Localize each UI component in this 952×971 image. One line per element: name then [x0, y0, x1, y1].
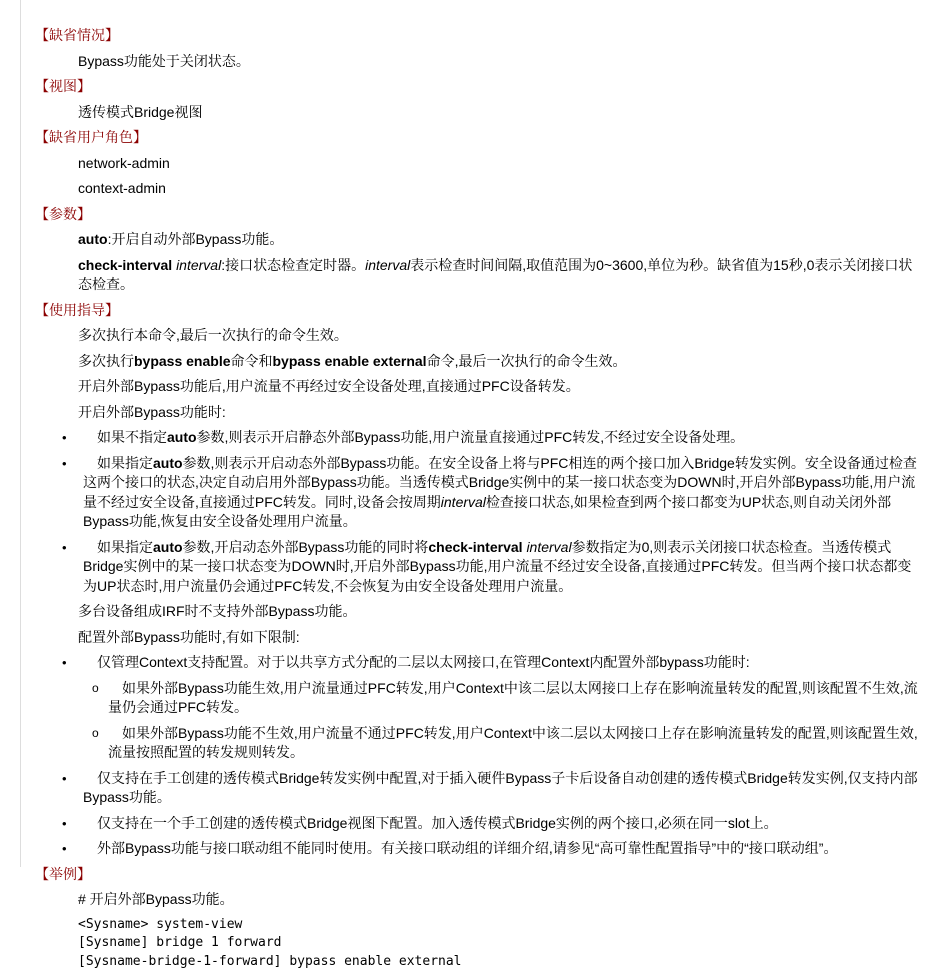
code-line: <Sysname> system-view: [78, 916, 920, 935]
example-code-block: [78, 916, 920, 971]
list-item: [83, 653, 920, 763]
restriction-list: [35, 653, 920, 859]
example-comment: # 开启外部Bypass功能。: [78, 890, 920, 910]
list-item-text: 如果指定auto参数,则表示开启动态外部Bypass功能。在安全设备上将与PFC相连的两个接口加入Bridge转发实例。安全设备通过检查这两个接口的状态,决定自动启用外部Bypass功能。当透传模式Bridge实例中的某一接口状态变为DOWN时,开启外部Bypass功能,用户流量不经过安全设备,直接通过PFC转发。同时,设备会按周期interval检查接口状态,如果检查到两个接口都变为UP状态,则自动关闭外部Bypass功能,恢复由安全设备处理用户流量。: [83, 455, 917, 530]
list-item: [83, 454, 920, 532]
usage-paragraph: 多次执行本命令,最后一次执行的命令生效。: [78, 326, 920, 346]
view-text: 透传模式Bridge视图: [78, 103, 920, 123]
list-item-text: 仅支持在手工创建的透传模式Bridge转发实例中配置,对于插入硬件Bypass子卡后设备自动创建的透传模式Bridge转发实例,仅支持内部Bypass功能。: [83, 770, 918, 806]
sub-list-item: [108, 679, 920, 718]
sub-list-item-text: 如果外部Bypass功能不生效,用户流量不通过PFC转发,用户Context中该二层以太网接口上存在影响流量转发的配置,则该配置生效,流量按照配置的转发规则转发。: [108, 725, 918, 761]
usage-paragraph: 开启外部Bypass功能时:: [78, 403, 920, 423]
code-line: [Sysname-bridge-1-forward] bypass enable external: [78, 953, 920, 971]
bullet-disc-icon: •: [62, 454, 67, 474]
bypass-mode-list: [35, 428, 920, 596]
list-item-text: 如果指定auto参数,开启动态外部Bypass功能的同时将check-interval interval参数指定为0,则表示关闭接口状态检查。当透传模式Bridge实例中的某一接口状态变为DOWN时,开启外部Bypass功能,用户流量不经过安全设备,直接通过PFC转发。但当两个接口状态都变为UP状态时,用户流量仍会通过PFC转发,不会恢复为由安全设备处理用户流量。: [83, 539, 911, 594]
bullet-circle-icon: o: [92, 724, 99, 744]
section-heading-user-roles: 【缺省用户角色】: [35, 128, 920, 148]
list-item: [83, 538, 920, 597]
section-heading-parameters: 【参数】: [35, 205, 920, 225]
list-item-text: 如果不指定auto参数,则表示开启静态外部Bypass功能,用户流量直接通过PFC转发,不经过安全设备处理。: [97, 429, 744, 445]
bullet-disc-icon: •: [62, 428, 67, 448]
list-item: [83, 814, 920, 834]
user-role-context-admin: context-admin: [78, 179, 920, 199]
list-item-text: 仅管理Context支持配置。对于以共享方式分配的二层以太网接口,在管理Context内配置外部bypass功能时:: [97, 654, 750, 670]
code-line: [Sysname] bridge 1 forward: [78, 934, 920, 953]
sub-list-item-text: 如果外部Bypass功能生效,用户流量通过PFC转发,用户Context中该二层以太网接口上存在影响流量转发的配置,则该配置不生效,流量仍会通过PFC转发。: [108, 680, 918, 716]
bullet-disc-icon: •: [62, 839, 67, 859]
usage-paragraph: 多次执行bypass enable命令和bypass enable external命令,最后一次执行的命令生效。: [78, 352, 920, 372]
parameter-auto: auto:开启自动外部Bypass功能。: [78, 230, 920, 250]
sub-list-item: [108, 724, 920, 763]
parameter-check-interval: check-interval interval:接口状态检查定时器。interval表示检查时间间隔,取值范围为0~3600,单位为秒。缺省值为15秒,0表示关闭接口状态检查。: [78, 256, 920, 295]
section-heading-examples: 【举例】: [35, 865, 920, 885]
default-state-text: Bypass功能处于关闭状态。: [78, 52, 920, 72]
section-heading-usage: 【使用指导】: [35, 301, 920, 321]
bullet-disc-icon: •: [62, 814, 67, 834]
usage-paragraph: 多台设备组成IRF时不支持外部Bypass功能。: [78, 602, 920, 622]
list-item: [83, 428, 920, 448]
bullet-disc-icon: •: [62, 538, 67, 558]
list-item-text: 外部Bypass功能与接口联动组不能同时使用。有关接口联动组的详细介绍,请参见“高可靠性配置指导”中的“接口联动组”。: [97, 840, 837, 856]
list-item-text: 仅支持在一个手工创建的透传模式Bridge视图下配置。加入透传模式Bridge实例的两个接口,必须在同一slot上。: [97, 815, 778, 831]
section-heading-view: 【视图】: [35, 77, 920, 97]
user-role-network-admin: network-admin: [78, 154, 920, 174]
bullet-circle-icon: o: [92, 679, 99, 699]
bullet-disc-icon: •: [62, 653, 67, 673]
usage-paragraph: 配置外部Bypass功能时,有如下限制:: [78, 628, 920, 648]
bullet-disc-icon: •: [62, 769, 67, 789]
restriction-sublist: [83, 679, 920, 763]
list-item: [83, 839, 920, 859]
list-item: [83, 769, 920, 808]
section-heading-default-state: 【缺省情况】: [35, 26, 920, 46]
usage-paragraph: 开启外部Bypass功能后,用户流量不再经过安全设备处理,直接通过PFC设备转发。: [78, 377, 920, 397]
